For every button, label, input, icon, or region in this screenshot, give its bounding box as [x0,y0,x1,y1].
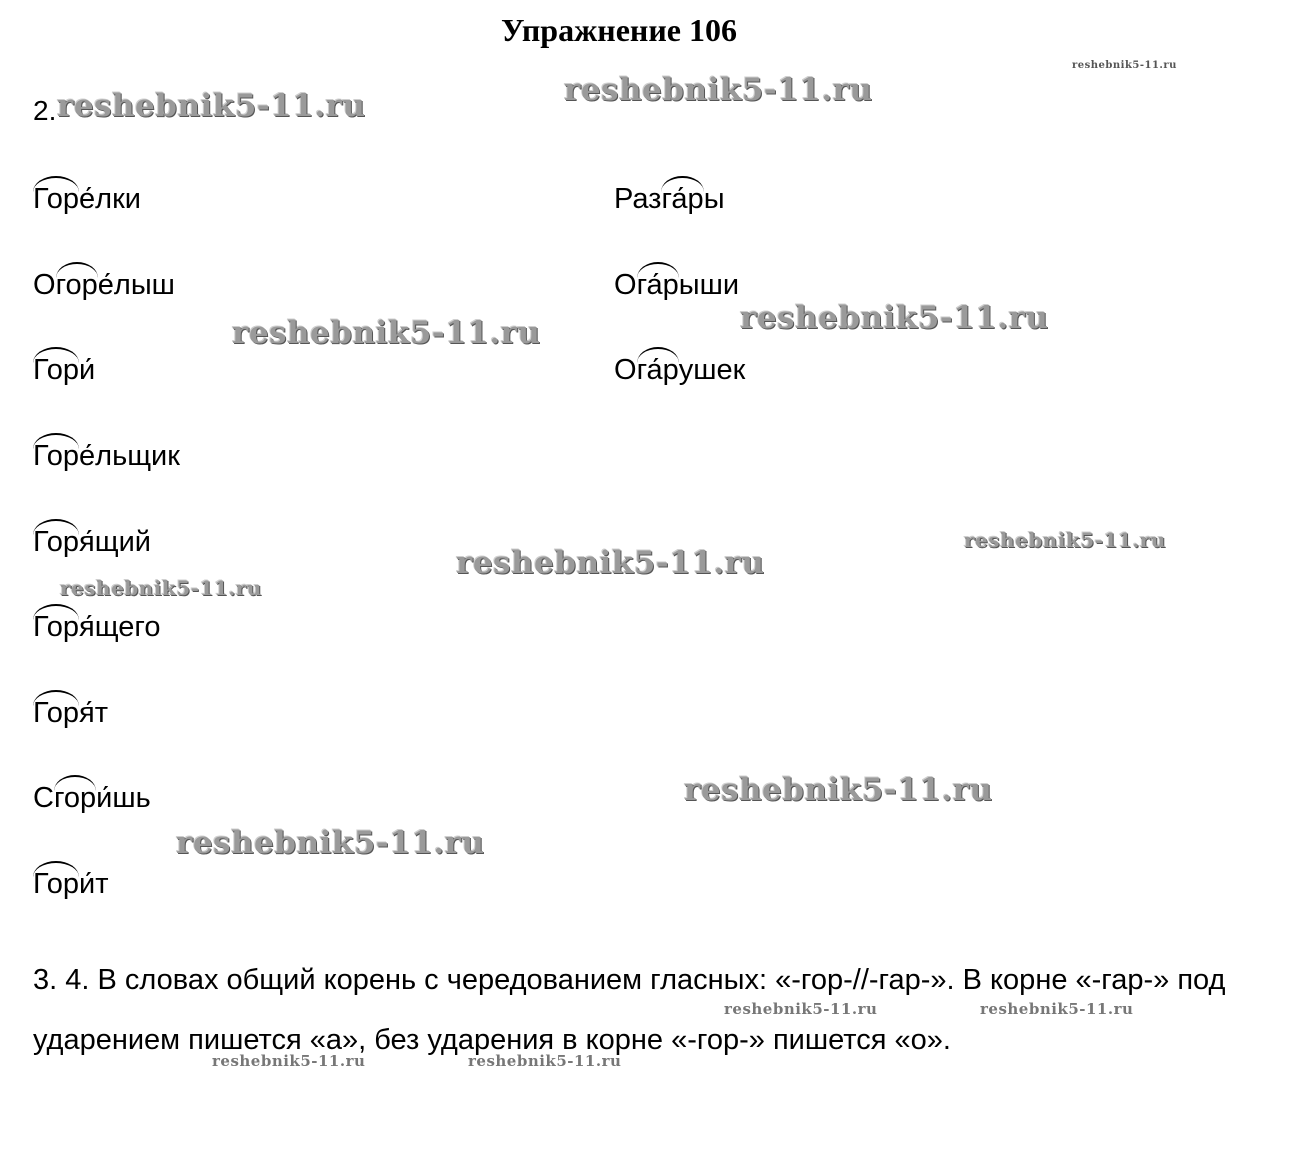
watermark: reshebnik5-11.ru [176,825,485,861]
word-item: Сгори́шь [33,782,151,814]
watermark: reshebnik5-11.ru [724,1000,878,1018]
explanation-text: 3. 4. В словах общий корень с чередованием гласных: «-гор-//-гар-». В корне «-гар-» под ударением пишется «а», без ударения в корне «-гор-» пишется «о». [33,964,1226,1056]
root-mark: гор [53,782,97,814]
root-mark: Гор [33,354,80,386]
root-mark: га́р [636,354,679,386]
watermark: reshebnik5-11.ru [564,72,873,108]
watermark: reshebnik5-11.ru [232,315,541,351]
word-item: Ога́рушек [614,354,746,386]
watermark: reshebnik5-11.ru [980,1000,1134,1018]
root-mark: га́р [636,269,679,301]
root-mark: гор [55,269,98,301]
word-item: Горе́лки [33,183,141,215]
word-item: Гори́ [33,354,96,386]
watermark: reshebnik5-11.ru [60,576,262,600]
root-mark: Гор [33,868,80,900]
root-mark: Гор [33,611,80,643]
word-item: Горе́льщик [33,440,180,472]
word-item: Разга́ры [614,183,725,215]
page-title: Упражнение 106 [500,12,737,48]
section-number: 2. [33,95,57,126]
word-item: Горя́щий [33,526,151,558]
root-mark: Гор [33,183,80,215]
watermark: reshebnik5-11.ru [212,1052,366,1070]
watermark: reshebnik5-11.ru [57,88,366,124]
word-item: Горя́щего [33,611,161,643]
root-mark: Гор [33,697,80,729]
root-mark: Гор [33,526,80,558]
watermark: reshebnik5-11.ru [964,528,1166,552]
watermark: reshebnik5-11.ru [456,545,765,581]
word-item: Ога́рыши [614,269,740,301]
word-item: Огоре́лыш [33,269,175,301]
watermark: reshebnik5-11.ru [1072,60,1177,71]
watermark: reshebnik5-11.ru [468,1052,622,1070]
watermark: reshebnik5-11.ru [740,300,1049,336]
word-item: Гори́т [33,868,109,900]
root-mark: Гор [33,440,80,472]
word-item: Горя́т [33,697,109,729]
watermark: reshebnik5-11.ru [684,772,993,808]
root-mark: га́р [661,183,704,215]
